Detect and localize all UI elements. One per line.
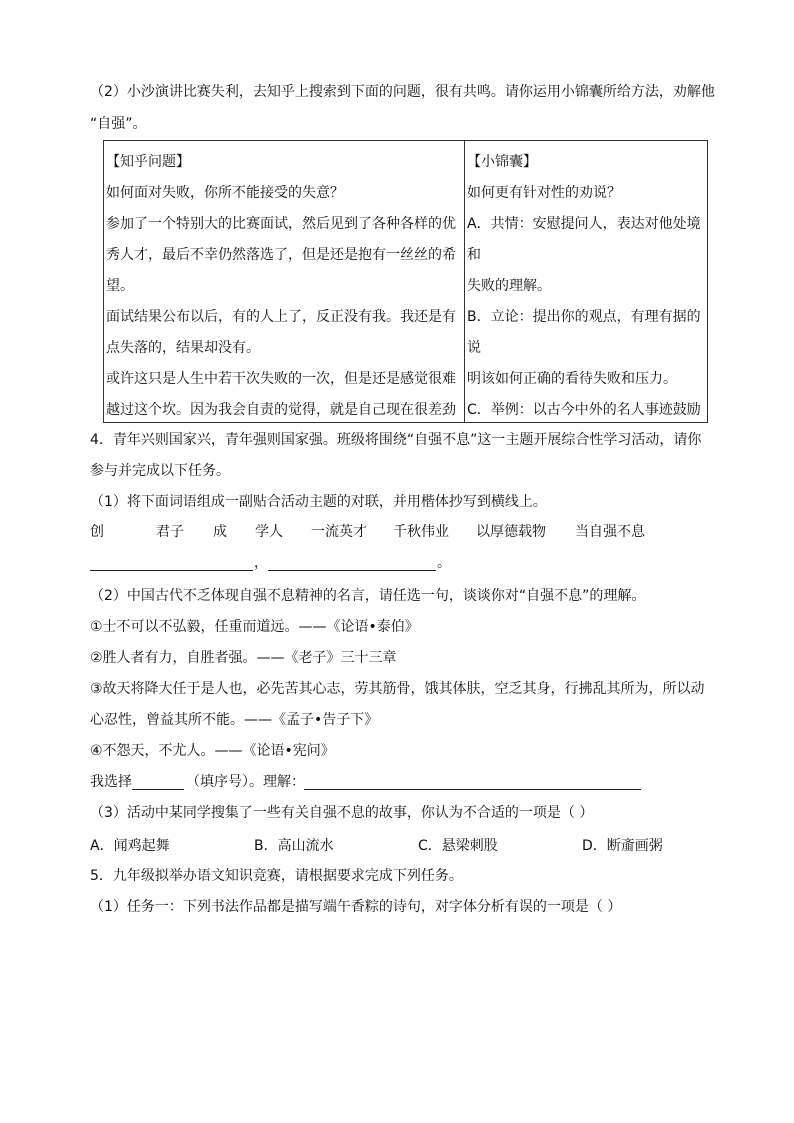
quote-3-line1: ③故天将降大任于是人也，必先苦其心志，劳其筋骨，饿其体肤，空乏其身，行拂乱其所为，所以动: [90, 681, 705, 697]
q4-intro-line1: 4．青年兴则国家兴，青年强则国家强。班级将围绕“自强不息”这一主题开展综合性学习活动，请你: [90, 432, 702, 448]
zhihu-question-heading: 【知乎问题】: [106, 154, 190, 170]
q4-intro-line2: 参与并完成以下任务。: [90, 463, 230, 479]
zhihu-question-line: 越过这个坎。因为我会自责的觉得，就是自己现在很差劲: [106, 402, 456, 418]
option-a: A．闻鸡起舞: [90, 838, 170, 854]
tips-line: 如何更有针对性的劝说？: [467, 185, 621, 201]
quote-2: ②胜人者有力，自胜者强。——《老子》三十三章: [90, 650, 397, 666]
word-item: 创: [90, 524, 104, 540]
couplet-upper-blank[interactable]: [90, 570, 253, 571]
word-item: 当自强不息: [575, 524, 645, 540]
tips-line: B．立论：提出你的观点，有理有据的说: [467, 309, 701, 356]
couplet-comma: ，: [254, 555, 268, 571]
tips-heading: 【小锦囊】: [467, 154, 537, 170]
tips-line: 明该如何正确的看待失败和压力。: [467, 371, 677, 387]
quote-3-line2: 心忍性，曾益其所不能。——《孟子•告子下》: [90, 712, 379, 728]
word-item: 学人: [255, 524, 283, 540]
tips-cell: [465, 141, 707, 422]
word-item: 成: [213, 524, 227, 540]
q4-sub2: （2）中国古代不乏体现自强不息精神的名言，请任选一句，谈谈你对“自强不息”的理解。: [90, 588, 646, 604]
q5-sub1: （1）任务一：下列书法作品都是描写端午香粽的诗句，对字体分析有误的一项是（ ）: [90, 899, 622, 915]
zhihu-question-line: 参加了一个特别大的比赛面试，然后见到了各种各样的优: [106, 216, 456, 232]
q5-intro: 5．九年级拟举办语文知识竞赛，请根据要求完成下列任务。: [90, 868, 463, 884]
choose-mid-label: （填序号）。理解：: [186, 774, 305, 790]
option-c: C．悬梁刺股: [418, 838, 498, 854]
zhihu-question-line: 面试结果公布以后，有的人上了，反正没有我。我还是有: [106, 309, 456, 325]
q3-2-line2: “自强”。: [90, 116, 147, 132]
zhihu-question-line: 秀人才，最后不幸仍然落选了，但是还是抱有一丝丝的希: [106, 247, 456, 263]
word-item: 一流英才: [311, 524, 367, 540]
quote-1: ①士不可以不弘毅，任重而道远。——《论语•泰伯》: [90, 619, 419, 635]
tips-line: C．举例：以古今中外的名人事迹鼓励: [467, 402, 701, 418]
tips-line: 失败的理解。: [467, 278, 551, 294]
understanding-blank[interactable]: [304, 789, 641, 790]
quote-4: ④不怨天，不尤人。——《论语•宪问》: [90, 743, 335, 759]
zhihu-question-line: 点失落的，结果却没有。: [106, 340, 260, 356]
q3-2-line1: （2）小沙演讲比赛失利，去知乎上搜索到下面的问题，很有共鸣。请你运用小锦囊所给方法，劝解他: [90, 84, 715, 100]
option-b: B．高山流水: [254, 838, 334, 854]
tips-line: A．共情：安慰提问人，表达对他处境和: [467, 216, 701, 263]
word-item: 千秋伟业: [393, 524, 449, 540]
zhihu-question-line: 或许这只是人生中若干次失败的一次，但是还是感觉很难: [106, 371, 456, 387]
q4-sub3: （3）活动中某同学搜集了一些有关自强不息的故事，你认为不合适的一项是（ ）: [90, 805, 594, 821]
zhihu-advice-table: [103, 140, 708, 423]
q4-sub1: （1）将下面词语组成一副贴合活动主题的对联，并用楷体抄写到横线上。: [90, 494, 547, 510]
choose-number-blank[interactable]: [132, 789, 184, 790]
word-item: 以厚德载物: [476, 524, 546, 540]
option-d: D．断齑画粥: [582, 838, 663, 854]
zhihu-question-line: 如何面对失败，你所不能接受的失意？: [106, 185, 344, 201]
zhihu-question-line: 望。: [106, 278, 134, 294]
couplet-period: 。: [437, 555, 451, 571]
word-item: 君子: [156, 524, 184, 540]
couplet-lower-blank[interactable]: [268, 570, 436, 571]
zhihu-question-cell: [104, 141, 465, 422]
choose-label: 我选择: [90, 774, 132, 790]
